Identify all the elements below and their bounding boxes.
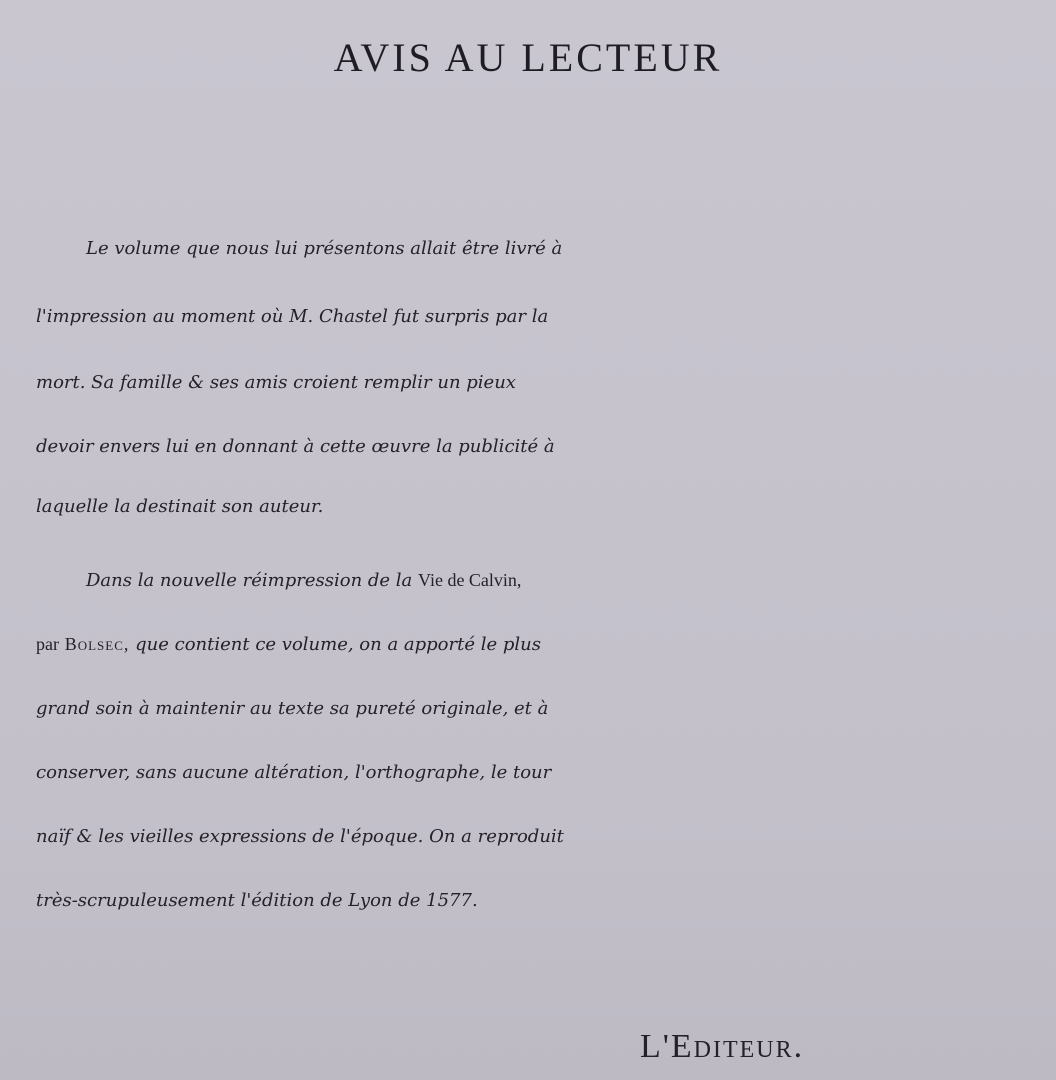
- paragraph-1-line-1: Le volume que nous lui présentons allait être livré à: [86, 238, 563, 259]
- page-title: AVIS AU LECTEUR: [333, 35, 723, 80]
- paragraph-2-line-1-italic: Dans la nouvelle réimpression de la: [86, 570, 413, 591]
- editor-signature: L'Editeur.: [640, 1028, 805, 1065]
- paragraph-1-line-3: mort. Sa famille & ses amis croient remplir un pieux: [36, 372, 516, 393]
- paragraph-1-line-2: l'impression au moment où M. Chastel fut surpris par la: [36, 306, 549, 327]
- author-name-bolsec: Bolsec,: [64, 634, 130, 654]
- paragraph-1-line-4: devoir envers lui en donnant à cette œuvre la publicité à: [36, 436, 555, 457]
- book-title-vie-de-calvin: Vie de Calvin,: [418, 570, 522, 590]
- paragraph-2-line-1: [0, 570, 1056, 591]
- paragraph-2-line-2-rest: que contient ce volume, on a apporté le plus: [135, 634, 541, 655]
- paragraph-2-line-2: [0, 634, 1056, 655]
- paragraph-2-line-5: naïf & les vieilles expressions de l'époque. On a reproduit: [36, 826, 564, 847]
- paragraph-2-line-3: grand soin à maintenir au texte sa pureté originale, et à: [36, 698, 549, 719]
- paragraph-2-line-2-par: par: [36, 634, 59, 654]
- paragraph-1-line-5: laquelle la destinait son auteur.: [36, 496, 324, 517]
- paragraph-2-line-6: très-scrupuleusement l'édition de Lyon de 1577.: [36, 890, 478, 911]
- paragraph-2-line-4: conserver, sans aucune altération, l'orthographe, le tour: [36, 762, 552, 783]
